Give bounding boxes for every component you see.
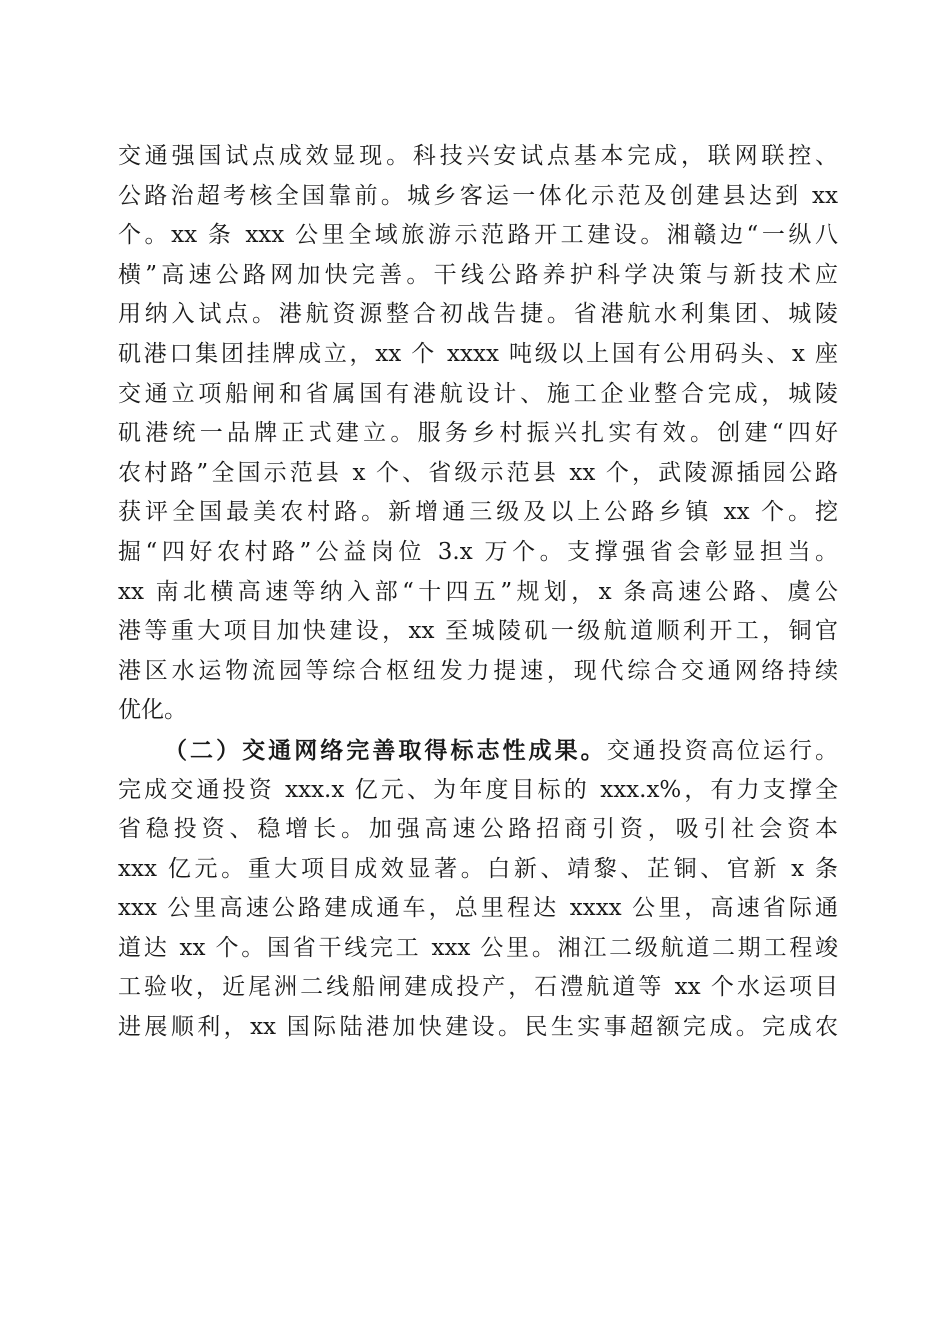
paragraph-1 (118, 137, 838, 731)
paragraph-line: 横”高速公路网加快完善。干线公路养护科学决策与新技术应 (118, 261, 838, 288)
paragraph-line: 港区水运物流园等综合枢纽发力提速，现代综合交通网络持续 (118, 657, 838, 684)
paragraph-line: 完成交通投资 xxx.x 亿元、为年度目标的 xxx.x%，有力支撑全 (118, 776, 838, 803)
paragraph-line: 道达 xx 个。国省干线完工 xxx 公里。湘江二级航道二期工程竣 (118, 934, 838, 961)
paragraph-line: 用纳入试点。港航资源整合初战告捷。省港航水利集团、城陵 (118, 301, 838, 328)
paragraph-line: 矶港口集团挂牌成立，xx 个 xxxx 吨级以上国有公用码头、x 座 (118, 340, 838, 367)
paragraph-line: 港等重大项目加快建设，xx 至城陵矶一级航道顺利开工，铜官 (118, 618, 838, 645)
body-text (118, 137, 838, 1048)
paragraph-line: xxx 亿元。重大项目成效显著。白新、靖黎、芷铜、官新 x 条 (118, 855, 838, 882)
paragraph-line: xxx 公里高速公路建成通车，总里程达 xxxx 公里，高速省际通 (118, 895, 838, 922)
paragraph-line: 优化。 (118, 697, 187, 724)
paragraph-line: 工验收，近尾洲二线船闸建成投产，石澧航道等 xx 个水运项目 (118, 974, 838, 1001)
paragraph-line: 矶港统一品牌正式建立。服务乡村振兴扎实有效。创建“四好 (118, 420, 838, 447)
paragraph-line: xx 南北横高速等纳入部“十四五”规划，x 条高速公路、虞公 (118, 578, 838, 605)
paragraph-line: 交通立项船闸和省属国有港航设计、施工企业整合完成，城陵 (118, 380, 838, 407)
heading-followup-text: 交通投资高位运行。 (606, 737, 839, 764)
section-heading: （二）交通网络完善取得标志性成果。 (164, 736, 607, 764)
paragraph-line: 省稳投资、稳增长。加强高速公路招商引资，吸引社会资本 (118, 816, 838, 843)
paragraph-line: 掘“四好农村路”公益岗位 3.x 万个。支撑强省会彰显担当。 (118, 538, 838, 565)
paragraph-line: 农村路”全国示范县 x 个、省级示范县 xx 个，武陵源插园公路 (118, 459, 838, 486)
paragraph-line: 个。xx 条 xxx 公里全域旅游示范路开工建设。湘赣边“一纵八 (118, 222, 838, 249)
paragraph-line: 公路治超考核全国靠前。城乡客运一体化示范及创建县达到 xx (118, 182, 838, 209)
paragraph-first-line (118, 731, 838, 771)
paragraph-2 (118, 731, 838, 1048)
paragraph-line: 进展顺利，xx 国际陆港加快建设。民生实事超额完成。完成农 (118, 1014, 838, 1041)
paragraph-line: 交通强国试点成效显现。科技兴安试点基本完成，联网联控、 (118, 143, 838, 169)
paragraph-line: 获评全国最美农村路。新增通三级及以上公路乡镇 xx 个。挖 (118, 499, 838, 526)
